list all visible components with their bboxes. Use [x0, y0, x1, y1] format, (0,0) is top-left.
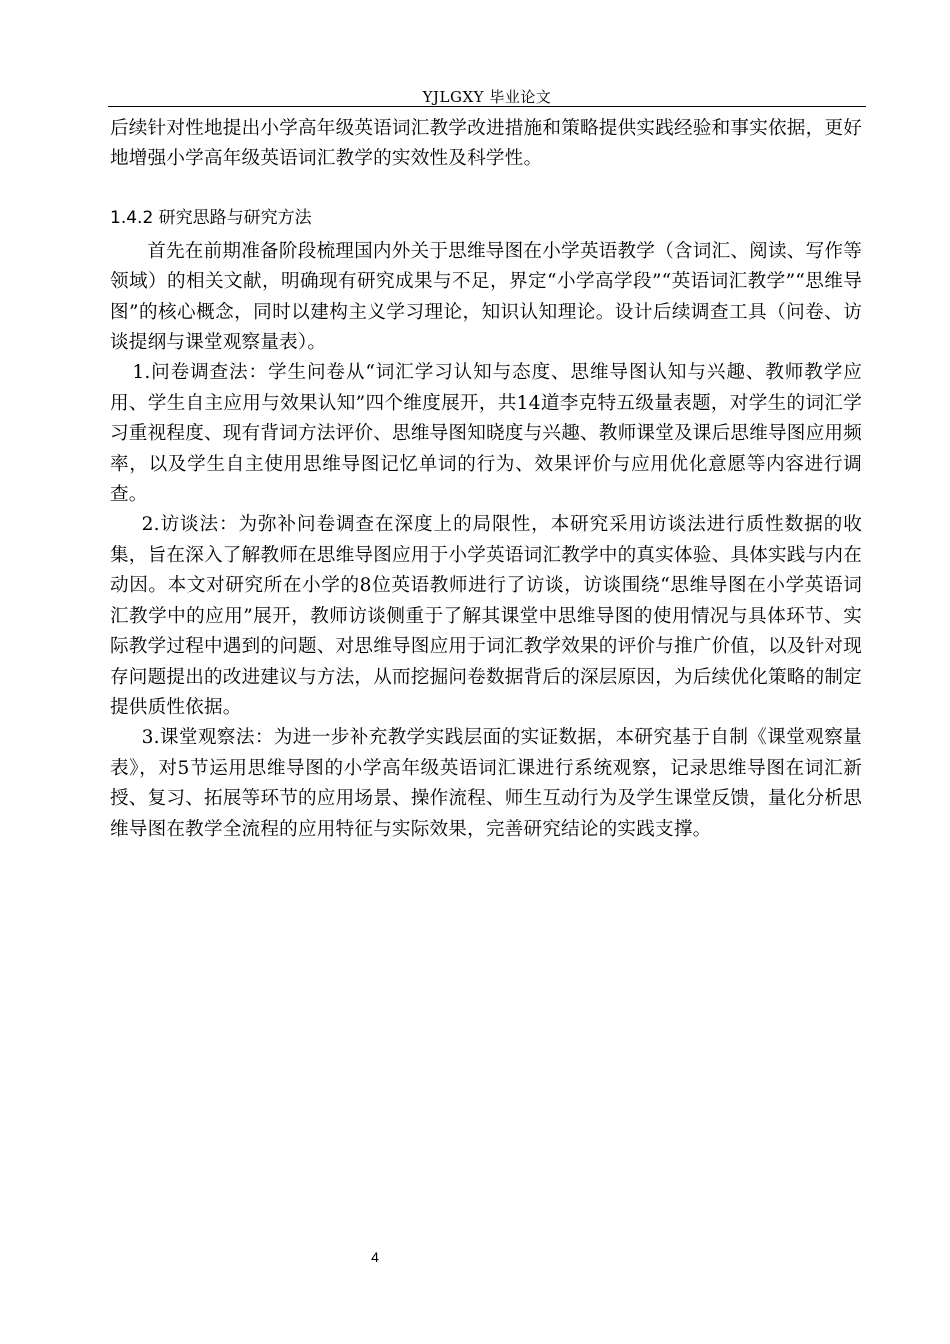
page-header-title: YJLGXY 毕业论文	[422, 88, 552, 106]
questionnaire-method-paragraph: 1.问卷调查法：学生问卷从“词汇学习认知与态度、思维导图认知与兴趣、教师教学应用、学生自主应用与效果认知”四个维度展开，共14道李克特五级量表题，对学生的词汇学习重视程度、现有背词方法评价、思维导图知晓度与兴趣、教师课堂及课后思维导图应用频率，以及学生自主使用思维导图记忆单词的行为、效果评价与应用优化意愿等内容进行调查。	[110, 362, 862, 506]
classroom-observation-paragraph: 3.课堂观察法：为进一步补充教学实践层面的实证数据，本研究基于自制《课堂观察量表》，对5节运用思维导图的小学高年级英语词汇课进行系统观察，记录思维导图在词汇新授、复习、拓展等环节的应用场景、操作流程、师生互动行为及学生课堂反馈，量化分析思维导图在教学全流程的应用特征与实际效果，完善研究结论的实践支撑。	[110, 727, 862, 840]
page-number: 4	[371, 1249, 379, 1265]
section-heading: 1.4.2 研究思路与研究方法	[110, 207, 312, 228]
continuation-paragraph: 后续针对性地提出小学高年级英语词汇教学改进措施和策略提供实践经验和事实依据，更好地增强小学高年级英语词汇教学的实效性及科学性。	[110, 118, 862, 170]
page-body	[110, 114, 862, 845]
header-divider	[108, 106, 866, 107]
interview-method-paragraph: 2.访谈法：为弥补问卷调查在深度上的局限性，本研究采用访谈法进行质性数据的收集，旨在深入了解教师在思维导图应用于小学英语词汇教学中的真实体验、具体实践与内在动因。本文对研究所在小学的8位英语教师进行了访谈，访谈围绕“思维导图在小学英语词汇教学中的应用”展开，教师访谈侧重于了解其课堂中思维导图的使用情况与具体环节、实际教学过程中遇到的问题、对思维导图应用于词汇教学效果的评价与推广价值，以及针对现存问题提出的改进建议与方法，从而挖掘问卷数据背后的深层原因，为后续优化策略的制定提供质性依据。	[110, 514, 862, 718]
intro-paragraph: 首先在前期准备阶段梳理国内外关于思维导图在小学英语教学（含词汇、阅读、写作等领域）的相关文献，明确现有研究成果与不足，界定“小学高学段”“英语词汇教学”“思维导图”的核心概念，同时以建构主义学习理论，知识认知理论。设计后续调查工具（问卷、访谈提纲与课堂观察量表）。	[110, 240, 862, 354]
